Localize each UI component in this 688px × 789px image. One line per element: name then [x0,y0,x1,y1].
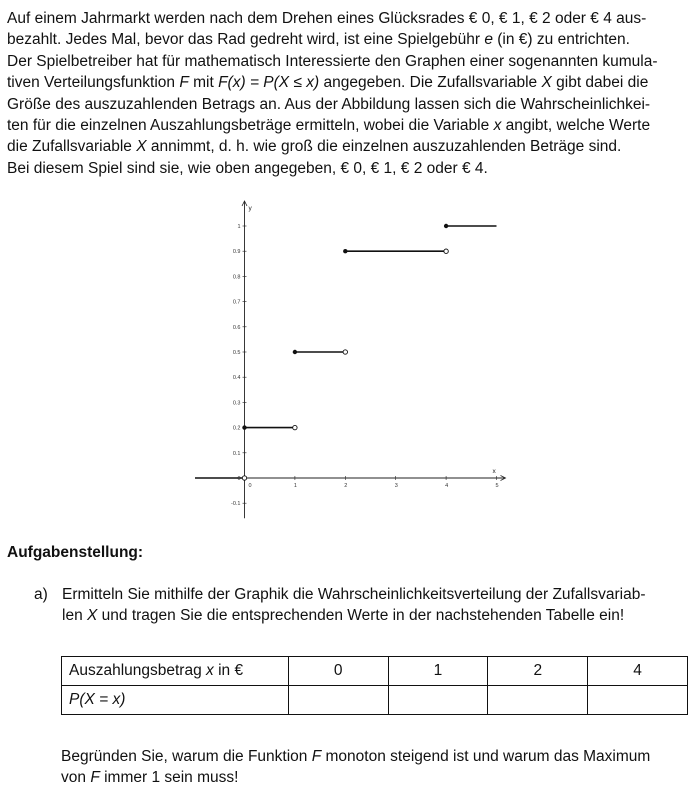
intro-line-1: Auf einem Jahrmarkt werden nach dem Drehen eines Glücksrades € 0, € 1, € 2 oder € 4 aus- [7,10,647,27]
intro-line [7,136,687,157]
x-tick-label: 4 [445,483,449,489]
probability-input-cell[interactable] [288,686,388,715]
closed-endpoint [343,249,347,253]
cdf-formula: F(x) = P(X ≤ x) [218,74,320,92]
y-tick-label: 0.8 [232,274,241,281]
intro-line-7a: die Zufallsvariable [7,138,137,156]
task-line-2a: len [62,607,87,625]
open-endpoint [242,476,246,480]
random-variable-symbol: X [541,74,552,92]
intro-line-4a: tiven Verteilungsfunktion [7,74,180,92]
payout-value-cell: 0 [288,657,388,686]
x-tick-label: 1 [293,483,297,489]
intro-line-2b: (in €) zu entrichten. [492,31,630,49]
payout-label: Auszahlungsbetrag [69,662,207,679]
intro-line [7,51,687,72]
task-heading: Aufgabenstellung: [7,544,144,561]
intro-line-6b: angibt, welche Werte [501,117,651,135]
task-line-2b: und tragen Sie die entsprechenden Werte in der nachstehenden Tabelle ein! [97,607,625,625]
y-tick-label: 0.5 [232,350,241,356]
closed-endpoint [242,425,246,429]
y-axis-label: y [248,205,252,212]
intro-line [7,72,687,93]
fee-variable: e [484,31,493,49]
closed-endpoint [444,224,448,228]
probability-input-cell[interactable] [388,686,488,715]
function-symbol: F [90,769,100,787]
y-tick-label: 0.1 [232,450,241,457]
payout-value-cell: 4 [588,657,688,686]
intro-line-5: Größe des auszuzahlenden Betrags an. Aus der Abbildung lassen sich die Wahrscheinlichkei- [7,95,651,113]
closing-line-2 [61,767,650,788]
intro-line-4d: gibt dabei die [551,74,649,92]
x-axis-label: x [492,468,496,475]
intro-line [7,29,687,50]
probability-input-cell[interactable] [588,686,688,715]
open-endpoint [444,249,448,253]
probability-header-cell [62,686,289,715]
intro-line-8: Bei diesem Spiel sind sie, wie oben angegeben, € 0, € 1, € 2 oder € 4. [7,159,488,177]
table-row [62,657,688,686]
intro-line-3: Der Spielbetreiber hat für mathematisch Interessierte den Graphen einer sogenannten kumula- [7,52,658,70]
x-tick-label: 2 [344,483,348,489]
y-tick-label: 0.9 [232,249,241,256]
x-tick-label: 0 [248,483,252,489]
random-variable-symbol: X [136,138,147,156]
closed-endpoint [293,350,297,354]
probability-input-cell[interactable] [488,686,588,715]
payout-value-cell: 2 [488,657,588,686]
y-tick-label: 0.6 [232,324,241,331]
y-tick-label: 0.7 [232,299,241,306]
y-tick-label: 0.4 [232,375,241,382]
intro-line [7,115,687,136]
random-variable-symbol: X [87,607,98,625]
cdf-step-chart [195,196,515,526]
intro-line-4b: mit [188,74,219,92]
closing-line-1b: monoton steigend ist und warum das Maximum [321,748,651,765]
x-tick-label: 5 [495,483,499,489]
open-endpoint [293,425,297,429]
closing-line-2b: immer 1 sein muss! [99,769,239,787]
x-tick-label: 3 [394,483,398,489]
intro-line-6a: ten für die einzelnen Auszahlungsbeträge ermitteln, wobei die Variable [7,117,494,135]
probability-label: P(X = x) [69,691,126,708]
task-line-1: Ermitteln Sie mithilfe der Graphik die Wahrscheinlichkeitsverteilung der Zufallsvariab- [62,586,646,603]
closing-line-1a: Begründen Sie, warum die Funktion [61,748,312,765]
y-tick-label: 0.3 [232,400,241,407]
intro-line [7,158,687,179]
closing-question [61,746,650,789]
function-symbol: F [179,74,189,92]
intro-line-2a: bezahlt. Jedes Mal, bevor das Rad gedreht wird, ist eine Spielgebühr [7,31,485,49]
open-endpoint [343,350,347,354]
y-tick-label: -0.1 [231,501,241,508]
intro-line [7,8,687,29]
intro-line-4c: angegeben. Die Zufallsvariable [319,74,542,92]
task-line-2 [62,605,688,626]
task-label: a) [34,586,48,603]
payout-unit: in € [213,662,244,679]
distribution-table [61,656,688,715]
closing-line-1 [61,746,650,767]
variable-symbol: x [206,662,214,679]
payout-header-cell [62,657,289,686]
y-tick-label: 0.2 [232,425,241,432]
task-text [62,584,688,627]
variable-symbol: x [493,117,502,135]
closing-line-2a: von [61,769,91,787]
y-tick-label: 0 [237,476,241,482]
intro-line-7b: annimmt, d. h. wie groß die einzelnen auszuzahlenden Beträge sind. [146,138,622,156]
function-symbol: F [311,748,322,765]
intro-text [7,8,687,179]
table-row [62,686,688,715]
payout-value-cell: 1 [388,657,488,686]
intro-line [7,94,687,115]
y-tick-label: 1 [237,224,241,230]
